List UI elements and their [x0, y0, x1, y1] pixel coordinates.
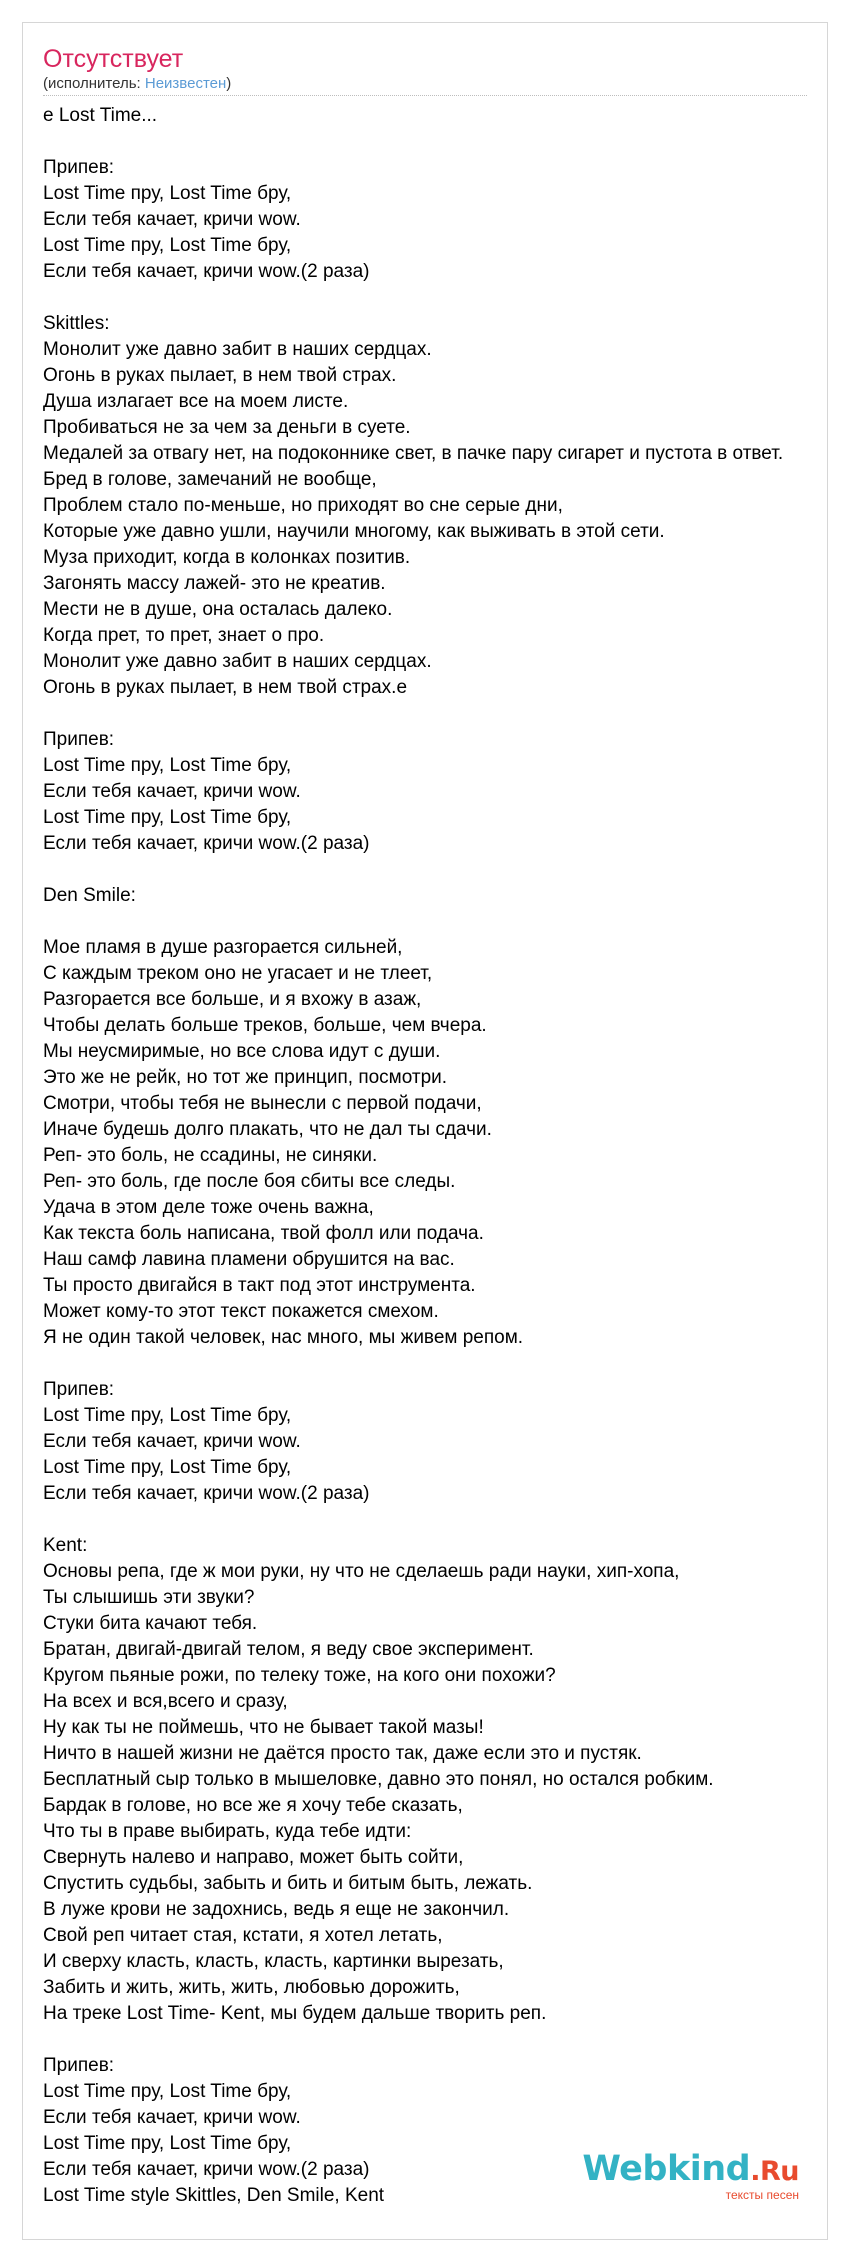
lyrics-line: Kent: — [43, 1535, 88, 1556]
logo-brand: Webkind — [582, 2149, 751, 2189]
lyrics-blank-line — [43, 909, 833, 935]
lyrics-line: Припев: — [43, 1379, 115, 1400]
song-title: Отсутствует — [43, 45, 184, 73]
title-divider — [43, 95, 807, 96]
lyrics-line: Монолит уже давно забит в наших сердцах. — [43, 651, 432, 672]
logo-tagline: тексты песен — [725, 2188, 799, 2202]
lyrics-line: Разгорается все больше, и я вхожу в азаж, — [43, 989, 422, 1010]
byline-suffix: ) — [226, 75, 232, 92]
lyrics-line: Если тебя качает, кричи wow.(2 раза) — [43, 261, 370, 282]
lyrics-line: Припев: — [43, 729, 115, 750]
lyrics-line: Если тебя качает, кричи wow. — [43, 781, 301, 802]
lyrics-line: И сверху класть, класть, класть, картинки вырезать, — [43, 1951, 504, 1972]
lyrics-line: Реп- это боль, не ссадины, не синяки. — [43, 1145, 378, 1166]
lyrics-line: Если тебя качает, кричи wow. — [43, 1431, 301, 1452]
lyrics-line: Муза приходит, когда в колонках позитив. — [43, 547, 411, 568]
lyrics-line: Свернуть налево и направо, может быть сойти, — [43, 1847, 464, 1868]
lyrics-line: Реп- это боль, где после боя сбиты все следы. — [43, 1171, 456, 1192]
lyrics-line: Душа излагает все на моем листе. — [43, 391, 349, 412]
lyrics-line: Мести не в душе, она осталась далеко. — [43, 599, 393, 620]
lyrics-line: Lost Time пру, Lost Time бру, — [43, 1405, 292, 1426]
lyrics-blank-line — [43, 285, 833, 311]
lyrics-blank-line — [43, 1507, 833, 1533]
lyrics-line: Это же не рейк, но тот же принцип, посмотри. — [43, 1067, 448, 1088]
lyrics-line: Свой реп читает стая, кстати, я хотел летать, — [43, 1925, 443, 1946]
lyrics-line: Забить и жить, жить, жить, любовью дорожить, — [43, 1977, 460, 1998]
webkind-logo — [582, 2149, 799, 2202]
lyrics-line: Бардак в голове, но все же я хочу тебе сказать, — [43, 1795, 463, 1816]
lyrics-line: Загонять массу лажей- это не креатив. — [43, 573, 386, 594]
lyrics-line: Кругом пьяные рожи, по телеку тоже, на кого они похожи? — [43, 1665, 556, 1686]
lyrics-line: Смотри, чтобы тебя не вынесли с первой подачи, — [43, 1093, 482, 1114]
lyrics-line: Чтобы делать больше треков, больше, чем вчера. — [43, 1015, 487, 1036]
lyrics-line: Медалей за отвагу нет, на подоконнике свет, в пачке пару сигарет и пустота в ответ. — [43, 443, 784, 464]
lyrics-line: Если тебя качает, кричи wow.(2 раза) — [43, 833, 370, 854]
lyrics-blank-line — [43, 857, 833, 883]
lyrics-blank-line — [43, 1351, 833, 1377]
lyrics-line: Ты слышишь эти звуки? — [43, 1587, 255, 1608]
lyrics-line: Ты просто двигайся в такт под этот инструмента. — [43, 1275, 476, 1296]
lyrics-line: Den Smile: — [43, 885, 136, 906]
lyrics-line: Lost Time style Skittles, Den Smile, Kent — [43, 2185, 385, 2206]
lyrics-line: Бред в голове, замечаний не вообще, — [43, 469, 377, 490]
lyrics-line: Братан, двигай-двигай телом, я веду свое эксперимент. — [43, 1639, 534, 1660]
lyrics-line: Я не один такой человек, нас много, мы живем репом. — [43, 1327, 524, 1348]
logo-wordmark — [582, 2149, 799, 2189]
lyrics-line: е Lost Time... — [43, 105, 158, 126]
lyrics-line: Которые уже давно ушли, научили многому, как выживать в этой сети. — [43, 521, 665, 542]
lyrics-line: Lost Time пру, Lost Time бру, — [43, 183, 292, 204]
lyrics-line: Как текста боль написана, твой фолл или подача. — [43, 1223, 484, 1244]
lyrics-body — [43, 103, 833, 2209]
logo-tld: .Ru — [750, 2156, 799, 2187]
lyrics-line: Может кому-то этот текст покажется смехом. — [43, 1301, 439, 1322]
lyrics-line: Если тебя качает, кричи wow.(2 раза) — [43, 2159, 370, 2180]
lyrics-line: На всех и вся,всего и сразу, — [43, 1691, 288, 1712]
lyrics-blank-line — [43, 129, 833, 155]
lyrics-line: Ну как ты не поймешь, что не бывает такой мазы! — [43, 1717, 484, 1738]
lyrics-line: Бесплатный сыр только в мышеловке, давно это понял, но остался робким. — [43, 1769, 714, 1790]
lyrics-line: Lost Time пру, Lost Time бру, — [43, 2133, 292, 2154]
lyrics-line: Иначе будешь долго плакать, что не дал ты сдачи. — [43, 1119, 492, 1140]
lyrics-line: Мое пламя в душе разгорается сильней, — [43, 937, 403, 958]
lyrics-line: Наш самф лавина пламени обрушится на вас. — [43, 1249, 455, 1270]
lyrics-line: Огонь в руках пылает, в нем твой страх. — [43, 365, 397, 386]
lyrics-line: В луже крови не задохнись, ведь я еще не закончил. — [43, 1899, 510, 1920]
lyrics-line: Если тебя качает, кричи wow. — [43, 209, 301, 230]
lyrics-line: Lost Time пру, Lost Time бру, — [43, 2081, 292, 2102]
lyrics-line: Мы неусмиримые, но все слова идут с души. — [43, 1041, 441, 1062]
lyrics-line: Спустить судьбы, забыть и бить и битым быть, лежать. — [43, 1873, 533, 1894]
artist-byline — [43, 74, 231, 94]
lyrics-line: Проблем стало по-меньше, но приходят во сне серые дни, — [43, 495, 563, 516]
lyrics-line: Когда прет, то прет, знает о про. — [43, 625, 325, 646]
lyrics-line: Огонь в руках пылает, в нем твой страх.е — [43, 677, 408, 698]
lyrics-line: С каждым треком оно не угасает и не тлеет, — [43, 963, 433, 984]
artist-link[interactable]: Неизвестен — [144, 75, 227, 92]
lyrics-line: Основы репа, где ж мои руки, ну что не сделаешь ради науки, хип-хопа, — [43, 1561, 680, 1582]
lyrics-line: Ничто в нашей жизни не даётся просто так, даже если это и пустяк. — [43, 1743, 642, 1764]
lyrics-line: Монолит уже давно забит в наших сердцах. — [43, 339, 432, 360]
lyrics-line: Что ты в праве выбирать, куда тебе идти: — [43, 1821, 412, 1842]
byline-prefix: (исполнитель: — [43, 75, 145, 92]
lyrics-line: Стуки бита качают тебя. — [43, 1613, 258, 1634]
lyrics-line: Припев: — [43, 157, 115, 178]
lyrics-line: На треке Lost Time- Kent, мы будем дальше творить реп. — [43, 2003, 547, 2024]
lyrics-line: Если тебя качает, кричи wow.(2 раза) — [43, 1483, 370, 1504]
lyrics-line: Skittles: — [43, 313, 110, 334]
lyrics-line: Удача в этом деле тоже очень важна, — [43, 1197, 374, 1218]
lyrics-blank-line — [43, 701, 833, 727]
lyrics-line: Lost Time пру, Lost Time бру, — [43, 1457, 292, 1478]
lyrics-line: Если тебя качает, кричи wow. — [43, 2107, 301, 2128]
lyrics-line: Припев: — [43, 2055, 115, 2076]
lyrics-blank-line — [43, 2027, 833, 2053]
lyrics-line: Пробиваться не за чем за деньги в суете. — [43, 417, 411, 438]
lyrics-line: Lost Time пру, Lost Time бру, — [43, 235, 292, 256]
lyrics-card — [22, 22, 828, 2240]
lyrics-line: Lost Time пру, Lost Time бру, — [43, 807, 292, 828]
lyrics-line: Lost Time пру, Lost Time бру, — [43, 755, 292, 776]
